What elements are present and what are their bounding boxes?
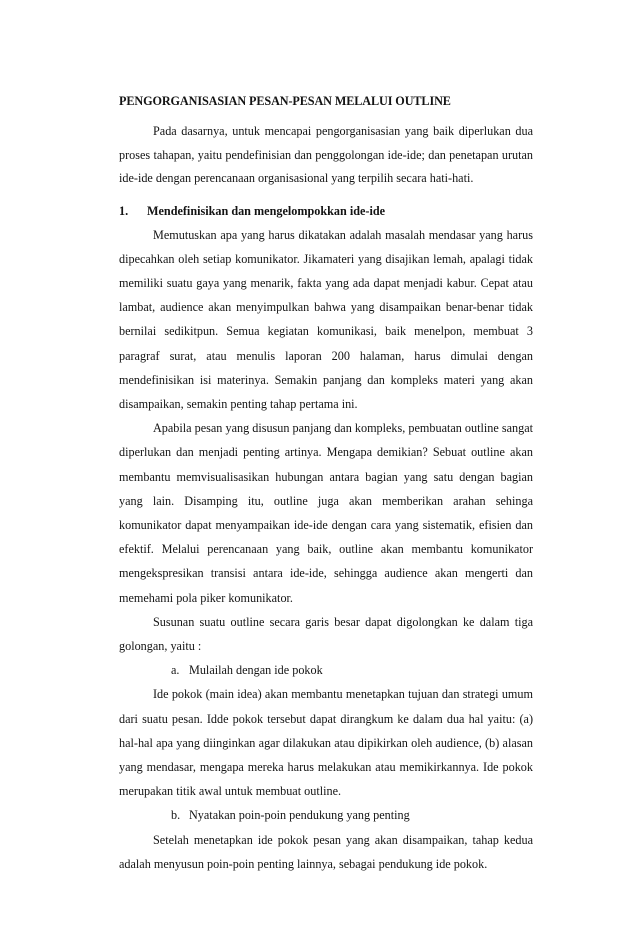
section-number: 1. xyxy=(119,203,129,218)
page-title: PENGORGANISASIAN PESAN-PESAN MELALUI OUTLINE xyxy=(119,94,451,108)
list-item-a xyxy=(119,658,533,682)
body-paragraph: Apabila pesan yang disusun panjang dan kompleks, pembuatan outline sangat diperlukan dan menjadi penting artinya. Mengapa demikian? Sebuat outline akan membantu memvisualisasikan hubungan antara bagian yang satu dengan bagian yang lain. Disamping itu, outline juga akan memberikan arahan sehinga komunikator dapat menyampaikan ide-ide dengan cara yang sistematik, efisien dan efektif. Melalui perencanaan yang baik, outline akan membantu komunikator mengekspresikan transisi antara ide-ide, sehingga audience akan mengerti dan memehami pola piker komunikator. xyxy=(119,421,533,605)
body-paragraph: Susunan suatu outline secara garis besar dapat digolongkan ke dalam tiga golongan, yaitu : xyxy=(119,614,533,653)
page-content xyxy=(119,92,533,876)
body-paragraph: Ide pokok (main idea) akan membantu menetapkan tujuan dan strategi umum dari suatu pesan. Idde pokok tersebut dapat dirangkum ke dalam dua hal yaitu: (a) hal-hal apa yang diinginkan agar dilakukan atau dipikirkan oleh audience, (b) alasan yang mendasar, mengapa mereka harus melakukan atau memikirkannya. Ide pokok merupakan titik awal untuk membuat outline. xyxy=(119,687,533,799)
body-paragraph: Setelah menetapkan ide pokok pesan yang akan disampaikan, tahap kedua adalah menyusun poin-poin penting lainnya, sebagai pendukung ide pokok. xyxy=(119,832,533,871)
section-heading-text: Mendefinisikan dan mengelompokkan ide-ide xyxy=(147,203,386,218)
list-item-letter: a. xyxy=(171,663,180,678)
list-item-label: Mulailah dengan ide pokok xyxy=(189,663,323,678)
intro-paragraph: Pada dasarnya, untuk mencapai pengorganisasian yang baik diperlukan dua proses tahapan, yaitu pendefinisian dan penggolongan ide-ide; dan penetapan urutan ide-ide dengan perencanaan organisasional yang terpilih secara hati-hati. xyxy=(119,124,533,185)
list-item-b xyxy=(119,803,533,827)
body-paragraph: Memutuskan apa yang harus dikatakan adalah masalah mendasar yang harus dipecahkan oleh setiap komunikator. Jikamateri yang disajikan lemah, apalagi tidak memiliki suatu gaya yang menarik, fakta yang ada dapat menjadi kabur. Cepat atau lambat, audience akan menyimpulkan bahwa yang disampaikan benar-benar tidak bernilai sedikitpun. Semua kegiatan komunikasi, baik menelpon, membuat 3 paragraf surat, atau menulis laporan 200 halaman, harus dimulai dengan mendefinisikan isi materinya. Semakin panjang dan kompleks materi yang akan disampaikan, semakin penting tahap pertama ini. xyxy=(119,227,533,411)
list-item-letter: b. xyxy=(171,808,181,823)
list-item-label: Nyatakan poin-poin pendukung yang penting xyxy=(189,808,410,823)
section-heading xyxy=(119,199,533,223)
